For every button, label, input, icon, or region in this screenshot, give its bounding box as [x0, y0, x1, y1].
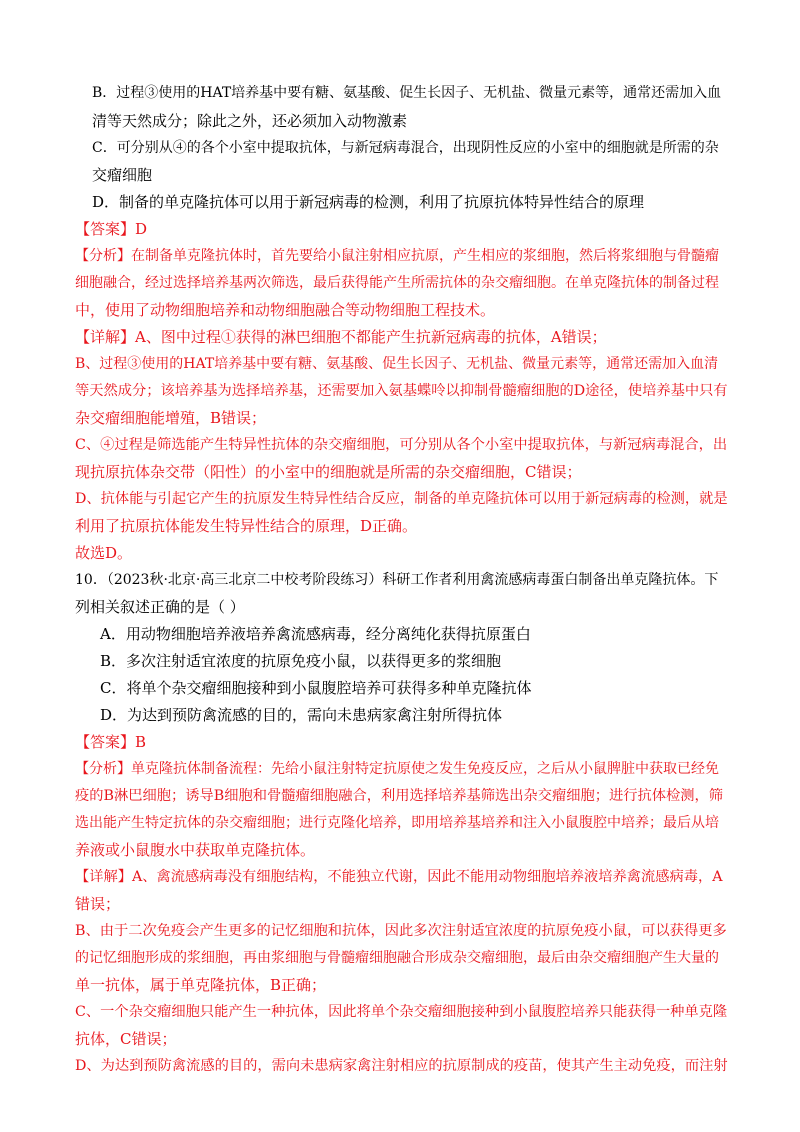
text-line: B、由于二次免疫会产生更多的记忆细胞和抗体，因此多次注射适宜浓度的抗原免疫小鼠，可以获得更多: [75, 923, 727, 939]
text-line: D．为达到预防禽流感的目的，需向未患病家禽注射所得抗体: [100, 706, 503, 724]
text-line: 细胞融合，经过选择培养基两次筛选，最后获得能产生所需抗体的杂交瘤细胞。在单克隆抗体的制备过程: [75, 275, 719, 291]
text-line: C、一个杂交瘤细胞只能产生一种抗体，因此将单个杂交瘤细胞接种到小鼠腹腔培养只能获得一种单克隆: [75, 1004, 728, 1020]
text-line: 中，使用了动物细胞培养和动物细胞融合等动物细胞工程技术。: [75, 301, 496, 319]
text-line: 【分析】在制备单克隆抗体时，首先要给小鼠注射相应抗原，产生相应的浆细胞，然后将浆细胞与骨髓瘤: [75, 248, 719, 264]
text-line: 疫的B淋巴细胞；诱导B细胞和骨髓瘤细胞融合，利用选择培养基筛选出杂交瘤细胞；进行抗体检测，筛: [75, 788, 723, 804]
text-line: 利用了抗原抗体能发生特异性结合的原理，D正确。: [75, 517, 418, 535]
text-line: B．过程③使用的HAT培养基中要有糖、氨基酸、促生长因子、无机盐、微量元素等，通常还需加入血: [92, 85, 722, 101]
text-line: 抗体，C错误；: [75, 1030, 177, 1048]
text-line: 【详解】A、图中过程①获得的淋巴细胞不都能产生抗新冠病毒的抗体，A错误；: [75, 328, 607, 346]
text-line: 故选D。: [75, 544, 133, 562]
text-line: 杂交瘤细胞能增殖，B错误；: [75, 409, 267, 427]
text-line: 10．（2023秋·北京·高三北京二中校考阶段练习）科研工作者利用禽流感病毒蛋白制备出单克隆抗体。下: [75, 572, 719, 588]
text-line: D．制备的单克隆抗体可以用于新冠病毒的检测，利用了抗原抗体特异性结合的原理: [92, 193, 645, 211]
text-line: C．可分别从④的各个小室中提取抗体，与新冠病毒混合，出现阴性反应的小室中的细胞就是所需的杂: [92, 140, 719, 156]
text-line: D、为达到预防禽流感的目的，需向未患病家禽注射相应的抗原制成的疫苗，使其产生主动免疫，而注射: [75, 1058, 728, 1074]
text-line: 单一抗体，属于单克隆抗体，B正确；: [75, 976, 327, 994]
text-line: C．将单个杂交瘤细胞接种到小鼠腹腔培养可获得多种单克隆抗体: [100, 679, 532, 697]
text-line: 【详解】A、禽流感病毒没有细胞结构，不能独立代谢，因此不能用动物细胞培养液培养禽流感病毒，A: [75, 869, 723, 885]
text-line: C、④过程是筛选能产生特异性抗体的杂交瘤细胞，可分别从各个小室中提取抗体，与新冠病毒混合，出: [75, 437, 728, 453]
text-line: D、抗体能与引起它产生的抗原发生特异性结合反应，制备的单克隆抗体可以用于新冠病毒的检测，就是: [75, 491, 728, 507]
text-line: 交瘤细胞: [92, 166, 153, 184]
text-line: 错误；: [75, 895, 121, 913]
text-line: 的记忆细胞形成的浆细胞，再由浆细胞与骨髓瘤细胞融合形成杂交瘤细胞，最后由杂交瘤细胞产生大量的: [75, 950, 719, 966]
text-line: A．用动物细胞培养液培养禽流感病毒，经分离纯化获得抗原蛋白: [100, 625, 531, 643]
text-line: B．多次注射适宜浓度的抗原免疫小鼠，以获得更多的浆细胞: [100, 652, 502, 670]
text-line: 【答案】D: [75, 220, 148, 238]
text-line: 列相关叙述正确的是（ ）: [75, 598, 245, 616]
text-line: 等天然成分；该培养基为选择培养基，还需要加入氨基蝶呤以抑制骨髓瘤细胞的D途径，使培养基中只有: [75, 383, 728, 399]
text-line: 清等天然成分；除此之外，还必须加入动物激素: [92, 112, 408, 130]
text-line: 现抗原抗体杂交带（阳性）的小室中的细胞就是所需的杂交瘤细胞，C错误；: [75, 463, 582, 481]
text-line: 【分析】单克隆抗体制备流程：先给小鼠注射特定抗原使之发生免疫反应，之后从小鼠脾脏中获取已经免: [75, 761, 719, 777]
text-line: B、过程③使用的HAT培养基中要有糖、氨基酸、促生长因子、无机盐、微量元素等，通常还需加入血清: [75, 356, 719, 372]
text-line: 【答案】B: [75, 733, 147, 751]
text-line: 养液或小鼠腹水中获取单克隆抗体。: [75, 841, 316, 859]
text-line: 选出能产生特定抗体的杂交瘤细胞；进行克隆化培养，即用培养基培养和注入小鼠腹腔中培养；最后从培: [75, 815, 719, 831]
